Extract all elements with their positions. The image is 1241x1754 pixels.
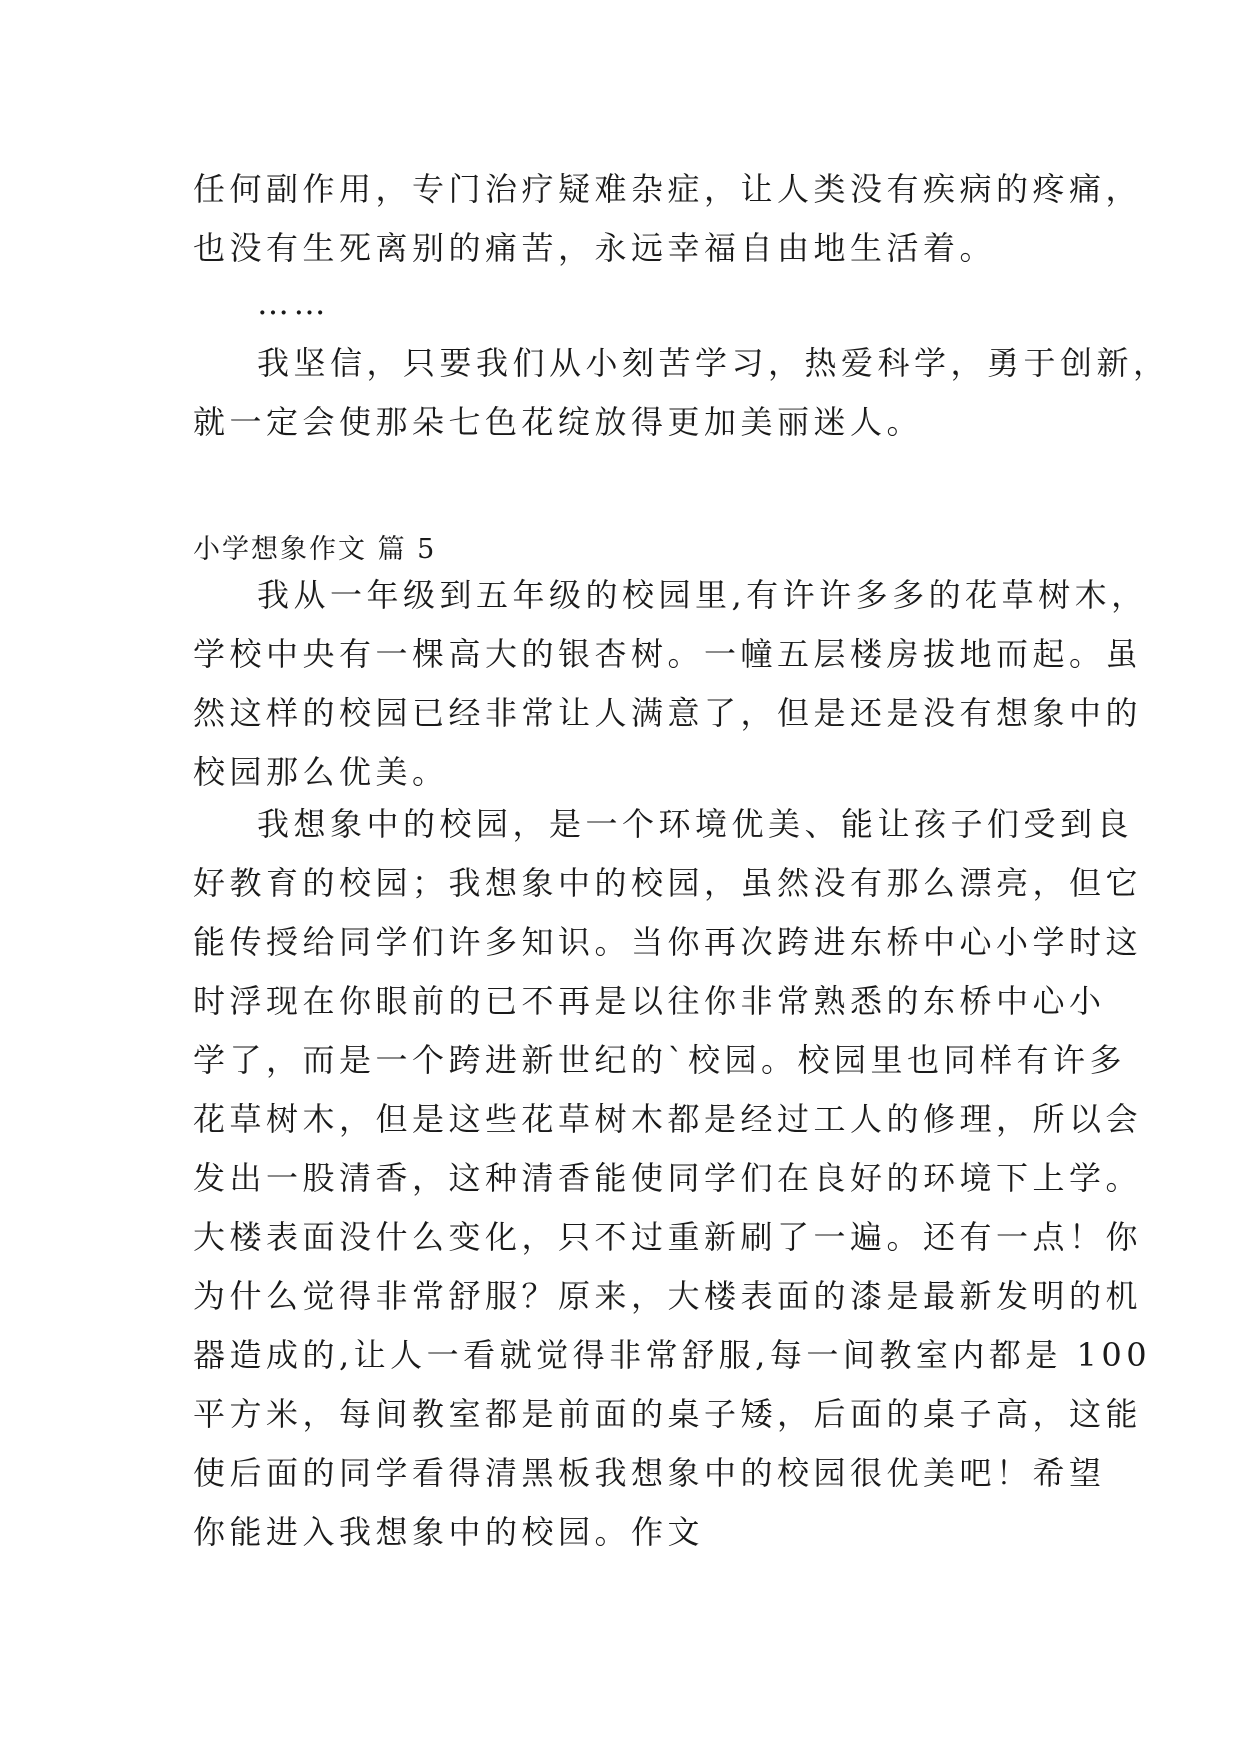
ellipsis: …… [257,284,330,322]
paragraph-line: 也没有生死离别的痛苦，永远幸福自由地生活着。 [193,229,997,267]
paragraph-line: 然这样的校园已经非常让人满意了，但是还是没有想象中的 [193,694,1143,732]
paragraph-line: 学了，而是一个跨进新世纪的`校园。校园里也同样有许多 [193,1041,1127,1079]
continuation-paragraph [193,160,1143,278]
paragraph-line: 好教育的校园；我想象中的校园，虽然没有那么漂亮，但它 [193,864,1143,902]
paragraph-line: 发出一股清香，这种清香能使同学们在良好的环境下上学。 [193,1159,1143,1197]
paragraph-line: 使后面的同学看得清黑板我想象中的校园很优美吧！希望 [193,1454,1106,1492]
paragraph-line: 校园那么优美。 [193,753,449,791]
section-title: 小学想象作文 篇 5 [193,534,437,565]
paragraph-line: 我想象中的校园，是一个环境优美、能让孩子们受到良 [257,805,1134,843]
paragraph-line: 大楼表面没什么变化，只不过重新刷了一遍。还有一点！你 [193,1218,1143,1256]
paragraph-line: 平方米，每间教室都是前面的桌子矮，后面的桌子高，这能 [193,1395,1143,1433]
paragraph-line: 我坚信，只要我们从小刻苦学习，热爱科学，勇于创新， [257,344,1170,382]
paragraph-line: 你能进入我想象中的校园。作文 [193,1513,705,1551]
conclusion-paragraph [193,334,1170,452]
paragraph-1 [193,566,1148,802]
paragraph-line: 任何副作用，专门治疗疑难杂症，让人类没有疾病的疼痛， [193,170,1143,208]
paragraph-line: 能传授给同学们许多知识。当你再次跨进东桥中心小学时这 [193,923,1143,961]
paragraph-line: 为什么觉得非常舒服？原来，大楼表面的漆是最新发明的机 [193,1277,1143,1315]
paragraph-line: 器造成的,让人一看就觉得非常舒服,每一间教室内都是 100 [193,1336,1152,1374]
paragraph-line: 学校中央有一棵高大的银杏树。一幢五层楼房拔地而起。虽 [193,635,1143,673]
paragraph-line: 我从一年级到五年级的校园里,有许许多多的花草树木， [257,576,1148,614]
paragraph-2 [193,795,1152,1562]
ellipsis-line [193,274,1053,333]
paragraph-line: 时浮现在你眼前的已不再是以往你非常熟悉的东桥中心小 [193,982,1106,1020]
paragraph-line: 花草树木，但是这些花草树木都是经过工人的修理，所以会 [193,1100,1143,1138]
paragraph-line: 就一定会使那朵七色花绽放得更加美丽迷人。 [193,403,924,441]
